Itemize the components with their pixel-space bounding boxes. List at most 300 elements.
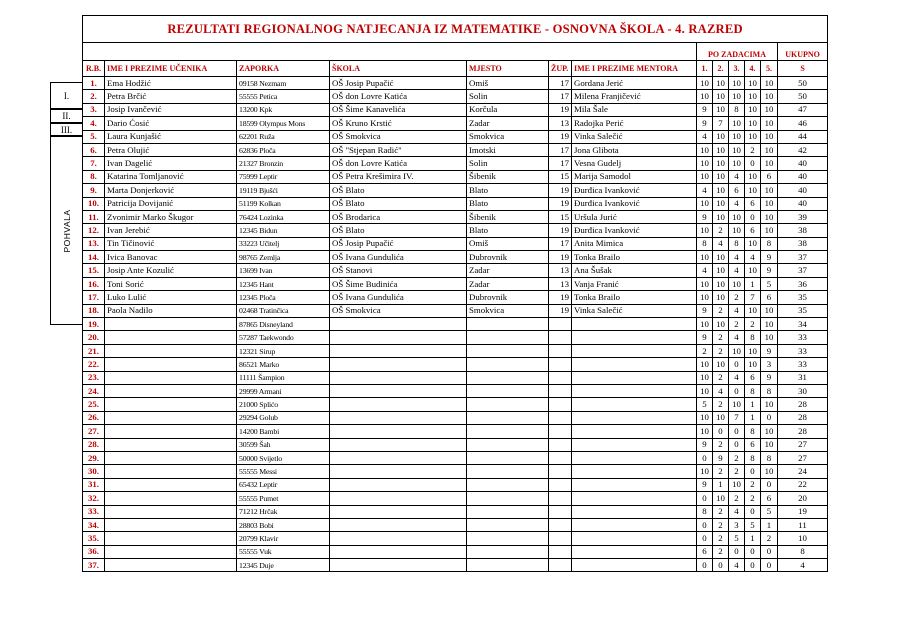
score-task-3: 4 bbox=[729, 197, 745, 210]
student-name bbox=[105, 344, 237, 357]
score-task-2: 2 bbox=[713, 371, 729, 384]
student-name: Petra Olujić bbox=[105, 143, 237, 156]
score-task-5: 10 bbox=[761, 465, 778, 478]
score-task-1: 0 bbox=[697, 492, 713, 505]
mentor-name: Vanja Franić bbox=[572, 277, 697, 290]
score-task-5: 2 bbox=[761, 532, 778, 545]
student-name: Luko Lulić bbox=[105, 291, 237, 304]
school bbox=[330, 331, 467, 344]
student-name: Patricija Dovijanić bbox=[105, 197, 237, 210]
score-task-4: 0 bbox=[745, 210, 761, 223]
score-task-2: 10 bbox=[713, 170, 729, 183]
total-score: 42 bbox=[778, 143, 828, 156]
table-row bbox=[83, 518, 828, 531]
score-task-4: 10 bbox=[745, 304, 761, 317]
password: 62836 Ploča bbox=[237, 143, 330, 156]
score-task-3: 8 bbox=[729, 103, 745, 116]
header-spacer bbox=[83, 43, 697, 61]
score-task-3: 10 bbox=[729, 277, 745, 290]
city bbox=[467, 451, 549, 464]
student-name bbox=[105, 318, 237, 331]
city: Šibenik bbox=[467, 170, 549, 183]
student-name bbox=[105, 371, 237, 384]
password: 12345 Hant bbox=[237, 277, 330, 290]
student-name bbox=[105, 438, 237, 451]
score-task-1: 0 bbox=[697, 532, 713, 545]
city: Smokvica bbox=[467, 304, 549, 317]
score-task-5: 6 bbox=[761, 492, 778, 505]
score-task-4: 10 bbox=[745, 358, 761, 371]
county-code bbox=[549, 438, 572, 451]
mentor-name bbox=[572, 371, 697, 384]
total-score: 4 bbox=[778, 559, 828, 572]
password: 21327 Bronzin bbox=[237, 157, 330, 170]
row-number: 2. bbox=[83, 90, 105, 103]
county-code bbox=[549, 344, 572, 357]
county-code: 19 bbox=[549, 224, 572, 237]
county-code bbox=[549, 518, 572, 531]
table-row bbox=[83, 384, 828, 397]
score-task-3: 4 bbox=[729, 371, 745, 384]
table-row bbox=[83, 545, 828, 558]
school bbox=[330, 532, 467, 545]
total-score: 39 bbox=[778, 210, 828, 223]
student-name bbox=[105, 384, 237, 397]
commendation-label-box bbox=[50, 136, 82, 325]
score-task-2: 4 bbox=[713, 384, 729, 397]
header-mjesto: MJESTO bbox=[467, 61, 549, 77]
total-score: 19 bbox=[778, 505, 828, 518]
score-task-2: 10 bbox=[713, 492, 729, 505]
school: OŠ Petra Krešimira IV. bbox=[330, 170, 467, 183]
school: OŠ Ivana Gundulića bbox=[330, 291, 467, 304]
score-task-4: 10 bbox=[745, 117, 761, 130]
school bbox=[330, 438, 467, 451]
table-row bbox=[83, 184, 828, 197]
score-task-3: 10 bbox=[729, 143, 745, 156]
password: 51199 Kolkan bbox=[237, 197, 330, 210]
mentor-name: Anita Mimica bbox=[572, 237, 697, 250]
score-task-4: 8 bbox=[745, 425, 761, 438]
county-code bbox=[549, 411, 572, 424]
student-name bbox=[105, 545, 237, 558]
row-number: 28. bbox=[83, 438, 105, 451]
city: Omiš bbox=[467, 77, 549, 90]
score-task-4: 10 bbox=[745, 90, 761, 103]
score-task-3: 5 bbox=[729, 532, 745, 545]
mentor-name bbox=[572, 318, 697, 331]
password: 11111 Šampion bbox=[237, 371, 330, 384]
table-row bbox=[83, 398, 828, 411]
student-name: Dario Ćosić bbox=[105, 117, 237, 130]
score-task-5: 10 bbox=[761, 197, 778, 210]
score-task-2: 2 bbox=[713, 304, 729, 317]
student-name: Josip Ivančević bbox=[105, 103, 237, 116]
score-task-5: 10 bbox=[761, 130, 778, 143]
student-name bbox=[105, 559, 237, 572]
score-task-4: 0 bbox=[745, 465, 761, 478]
score-task-3: 10 bbox=[729, 210, 745, 223]
mentor-name: Tonka Brailo bbox=[572, 291, 697, 304]
score-task-5: 5 bbox=[761, 277, 778, 290]
score-task-4: 10 bbox=[745, 103, 761, 116]
score-task-4: 0 bbox=[745, 559, 761, 572]
school: OŠ Smokvica bbox=[330, 130, 467, 143]
city bbox=[467, 532, 549, 545]
city bbox=[467, 411, 549, 424]
password: 98765 Zemlja bbox=[237, 251, 330, 264]
student-name: Josip Ante Kozulić bbox=[105, 264, 237, 277]
row-number: 37. bbox=[83, 559, 105, 572]
county-code: 17 bbox=[549, 237, 572, 250]
row-number: 24. bbox=[83, 384, 105, 397]
student-name: Petra Brčić bbox=[105, 90, 237, 103]
score-task-2: 10 bbox=[713, 358, 729, 371]
student-name: Ivan Dagelić bbox=[105, 157, 237, 170]
student-name bbox=[105, 411, 237, 424]
school bbox=[330, 398, 467, 411]
score-task-1: 9 bbox=[697, 304, 713, 317]
row-number: 20. bbox=[83, 331, 105, 344]
score-task-4: 2 bbox=[745, 318, 761, 331]
row-number: 36. bbox=[83, 545, 105, 558]
score-task-3: 4 bbox=[729, 304, 745, 317]
mentor-name bbox=[572, 532, 697, 545]
school: OŠ Ivana Gundulića bbox=[330, 251, 467, 264]
password: 21000 Splićo bbox=[237, 398, 330, 411]
header-z4: 4. bbox=[745, 61, 761, 77]
school bbox=[330, 478, 467, 491]
score-task-5: 10 bbox=[761, 318, 778, 331]
score-task-5: 9 bbox=[761, 344, 778, 357]
score-task-5: 8 bbox=[761, 237, 778, 250]
total-score: 31 bbox=[778, 371, 828, 384]
school bbox=[330, 559, 467, 572]
total-score: 40 bbox=[778, 197, 828, 210]
table-row bbox=[83, 210, 828, 223]
city: Smokvica bbox=[467, 130, 549, 143]
county-code: 13 bbox=[549, 277, 572, 290]
total-score: 8 bbox=[778, 545, 828, 558]
table-row bbox=[83, 103, 828, 116]
table-row bbox=[83, 264, 828, 277]
score-task-1: 10 bbox=[697, 371, 713, 384]
score-task-1: 10 bbox=[697, 425, 713, 438]
total-score: 40 bbox=[778, 170, 828, 183]
score-task-2: 10 bbox=[713, 157, 729, 170]
row-number: 14. bbox=[83, 251, 105, 264]
header-z1: 1. bbox=[697, 61, 713, 77]
results-table bbox=[82, 15, 828, 572]
row-number: 1. bbox=[83, 77, 105, 90]
header-z5: 5. bbox=[761, 61, 778, 77]
score-task-5: 10 bbox=[761, 438, 778, 451]
city: Imotski bbox=[467, 143, 549, 156]
city bbox=[467, 559, 549, 572]
county-code bbox=[549, 451, 572, 464]
password: 12321 Sirup bbox=[237, 344, 330, 357]
total-score: 27 bbox=[778, 451, 828, 464]
city: Zadar bbox=[467, 264, 549, 277]
password: 12345 Duje bbox=[237, 559, 330, 572]
first-place-label: I. bbox=[50, 82, 82, 109]
school: OŠ Stanovi bbox=[330, 264, 467, 277]
score-task-1: 10 bbox=[697, 197, 713, 210]
total-score: 24 bbox=[778, 465, 828, 478]
score-task-1: 0 bbox=[697, 518, 713, 531]
score-task-2: 7 bbox=[713, 117, 729, 130]
score-task-2: 10 bbox=[713, 277, 729, 290]
score-task-4: 10 bbox=[745, 184, 761, 197]
row-number: 5. bbox=[83, 130, 105, 143]
school bbox=[330, 545, 467, 558]
row-number: 7. bbox=[83, 157, 105, 170]
score-task-1: 10 bbox=[697, 318, 713, 331]
mentor-name: Tonka Brailo bbox=[572, 251, 697, 264]
score-task-5: 10 bbox=[761, 224, 778, 237]
mentor-name bbox=[572, 411, 697, 424]
password: 19119 Bjušći bbox=[237, 184, 330, 197]
score-task-5: 0 bbox=[761, 559, 778, 572]
header-zaporka: ZAPORKA bbox=[237, 61, 330, 77]
city: Blato bbox=[467, 224, 549, 237]
mentor-name: Vinka Salečić bbox=[572, 304, 697, 317]
total-score: 20 bbox=[778, 492, 828, 505]
total-score: 11 bbox=[778, 518, 828, 531]
score-task-4: 7 bbox=[745, 291, 761, 304]
total-score: 28 bbox=[778, 398, 828, 411]
table-row bbox=[83, 559, 828, 572]
score-task-4: 8 bbox=[745, 331, 761, 344]
county-code bbox=[549, 492, 572, 505]
password: 87865 Disneyland bbox=[237, 318, 330, 331]
mentor-name: Vinka Salečić bbox=[572, 130, 697, 143]
city bbox=[467, 344, 549, 357]
total-score: 28 bbox=[778, 411, 828, 424]
score-task-1: 10 bbox=[697, 170, 713, 183]
score-task-4: 6 bbox=[745, 224, 761, 237]
city bbox=[467, 505, 549, 518]
score-task-3: 8 bbox=[729, 237, 745, 250]
row-number: 32. bbox=[83, 492, 105, 505]
city: Blato bbox=[467, 184, 549, 197]
total-score: 40 bbox=[778, 184, 828, 197]
student-name bbox=[105, 492, 237, 505]
mentor-name: Milena Franjičević bbox=[572, 90, 697, 103]
score-task-5: 10 bbox=[761, 210, 778, 223]
county-code bbox=[549, 398, 572, 411]
score-task-2: 2 bbox=[713, 438, 729, 451]
mentor-name bbox=[572, 331, 697, 344]
mentor-name bbox=[572, 358, 697, 371]
mentor-name bbox=[572, 505, 697, 518]
school: OŠ don Lovre Katića bbox=[330, 157, 467, 170]
school bbox=[330, 371, 467, 384]
table-row bbox=[83, 277, 828, 290]
score-task-3: 10 bbox=[729, 224, 745, 237]
score-task-4: 0 bbox=[745, 545, 761, 558]
password: 57287 Taekwondo bbox=[237, 331, 330, 344]
score-task-2: 2 bbox=[713, 465, 729, 478]
total-score: 22 bbox=[778, 478, 828, 491]
county-code bbox=[549, 331, 572, 344]
password: 14200 Bambi bbox=[237, 425, 330, 438]
total-score: 37 bbox=[778, 264, 828, 277]
row-number: 8. bbox=[83, 170, 105, 183]
third-place-label: III. bbox=[50, 123, 82, 137]
score-task-4: 6 bbox=[745, 438, 761, 451]
score-task-4: 2 bbox=[745, 478, 761, 491]
table-row bbox=[83, 532, 828, 545]
row-number: 4. bbox=[83, 117, 105, 130]
score-task-4: 1 bbox=[745, 411, 761, 424]
score-task-1: 10 bbox=[697, 465, 713, 478]
county-code: 13 bbox=[549, 264, 572, 277]
row-number: 22. bbox=[83, 358, 105, 371]
row-number: 29. bbox=[83, 451, 105, 464]
score-task-2: 4 bbox=[713, 237, 729, 250]
mentor-name bbox=[572, 545, 697, 558]
score-task-3: 4 bbox=[729, 170, 745, 183]
score-task-2: 10 bbox=[713, 291, 729, 304]
score-task-2: 10 bbox=[713, 90, 729, 103]
password: 55555 Pumet bbox=[237, 492, 330, 505]
mentor-name: Radojka Perić bbox=[572, 117, 697, 130]
score-task-1: 9 bbox=[697, 478, 713, 491]
commendation-label: POHVALA bbox=[61, 208, 72, 253]
student-name bbox=[105, 532, 237, 545]
student-name: Toni Sorić bbox=[105, 277, 237, 290]
password: 50000 Svijetlo bbox=[237, 451, 330, 464]
student-name bbox=[105, 465, 237, 478]
student-name bbox=[105, 518, 237, 531]
city: Dubrovnik bbox=[467, 291, 549, 304]
score-task-5: 3 bbox=[761, 358, 778, 371]
mentor-name: Uršula Jurić bbox=[572, 210, 697, 223]
school bbox=[330, 492, 467, 505]
school: OŠ Josip Pupačić bbox=[330, 77, 467, 90]
total-score: 33 bbox=[778, 331, 828, 344]
school bbox=[330, 344, 467, 357]
score-task-3: 10 bbox=[729, 478, 745, 491]
table-row bbox=[83, 304, 828, 317]
score-task-2: 10 bbox=[713, 77, 729, 90]
score-task-2: 9 bbox=[713, 451, 729, 464]
score-task-4: 10 bbox=[745, 344, 761, 357]
score-task-2: 10 bbox=[713, 130, 729, 143]
county-code bbox=[549, 559, 572, 572]
row-number: 18. bbox=[83, 304, 105, 317]
header-po-zadacima: PO ZADACIMA bbox=[697, 43, 778, 61]
total-score: 35 bbox=[778, 291, 828, 304]
table-row bbox=[83, 117, 828, 130]
score-task-4: 10 bbox=[745, 264, 761, 277]
row-number: 16. bbox=[83, 277, 105, 290]
school: OŠ Josip Pupačić bbox=[330, 237, 467, 250]
score-task-2: 10 bbox=[713, 318, 729, 331]
header-zup: ŽUP. bbox=[549, 61, 572, 77]
row-number: 30. bbox=[83, 465, 105, 478]
student-name bbox=[105, 451, 237, 464]
row-number: 17. bbox=[83, 291, 105, 304]
mentor-name bbox=[572, 518, 697, 531]
score-task-5: 9 bbox=[761, 371, 778, 384]
table-row bbox=[83, 170, 828, 183]
school bbox=[330, 384, 467, 397]
table-row bbox=[83, 411, 828, 424]
school: OŠ Blato bbox=[330, 184, 467, 197]
table-row bbox=[83, 331, 828, 344]
score-task-2: 0 bbox=[713, 425, 729, 438]
score-task-3: 4 bbox=[729, 505, 745, 518]
row-number: 19. bbox=[83, 318, 105, 331]
table-row bbox=[83, 197, 828, 210]
score-task-2: 10 bbox=[713, 411, 729, 424]
table-row bbox=[83, 465, 828, 478]
score-task-1: 10 bbox=[697, 291, 713, 304]
county-code bbox=[549, 384, 572, 397]
table-row bbox=[83, 478, 828, 491]
mentor-name bbox=[572, 492, 697, 505]
county-code: 19 bbox=[549, 103, 572, 116]
score-task-3: 0 bbox=[729, 438, 745, 451]
city bbox=[467, 371, 549, 384]
school bbox=[330, 425, 467, 438]
mentor-name bbox=[572, 384, 697, 397]
student-name: Katarina Tomljanović bbox=[105, 170, 237, 183]
city bbox=[467, 398, 549, 411]
city bbox=[467, 545, 549, 558]
score-task-3: 0 bbox=[729, 545, 745, 558]
school bbox=[330, 358, 467, 371]
school bbox=[330, 318, 467, 331]
county-code: 19 bbox=[549, 304, 572, 317]
score-task-4: 8 bbox=[745, 451, 761, 464]
county-code: 17 bbox=[549, 90, 572, 103]
score-task-5: 10 bbox=[761, 77, 778, 90]
row-number: 31. bbox=[83, 478, 105, 491]
row-number: 10. bbox=[83, 197, 105, 210]
password: 55555 Petica bbox=[237, 90, 330, 103]
total-score: 44 bbox=[778, 130, 828, 143]
school: OŠ Blato bbox=[330, 224, 467, 237]
header-ime: IME I PREZIME UČENIKA bbox=[105, 61, 237, 77]
score-task-4: 2 bbox=[745, 492, 761, 505]
student-name bbox=[105, 478, 237, 491]
county-code: 19 bbox=[549, 197, 572, 210]
score-task-2: 2 bbox=[713, 532, 729, 545]
city: Dubrovnik bbox=[467, 251, 549, 264]
mentor-name: Marija Samodol bbox=[572, 170, 697, 183]
header-skola: ŠKOLA bbox=[330, 61, 467, 77]
score-task-5: 6 bbox=[761, 291, 778, 304]
row-number: 3. bbox=[83, 103, 105, 116]
mentor-name bbox=[572, 478, 697, 491]
score-task-4: 4 bbox=[745, 251, 761, 264]
score-task-4: 10 bbox=[745, 130, 761, 143]
score-task-5: 10 bbox=[761, 103, 778, 116]
score-task-1: 8 bbox=[697, 505, 713, 518]
score-task-1: 9 bbox=[697, 438, 713, 451]
city bbox=[467, 331, 549, 344]
row-number: 27. bbox=[83, 425, 105, 438]
city bbox=[467, 384, 549, 397]
student-name: Ivica Banovac bbox=[105, 251, 237, 264]
page-title: REZULTATI REGIONALNOG NATJECANJA IZ MATEMATIKE - OSNOVNA ŠKOLA - 4. RAZRED bbox=[83, 16, 828, 43]
score-task-2: 2 bbox=[713, 331, 729, 344]
score-task-2: 10 bbox=[713, 143, 729, 156]
score-task-3: 0 bbox=[729, 425, 745, 438]
